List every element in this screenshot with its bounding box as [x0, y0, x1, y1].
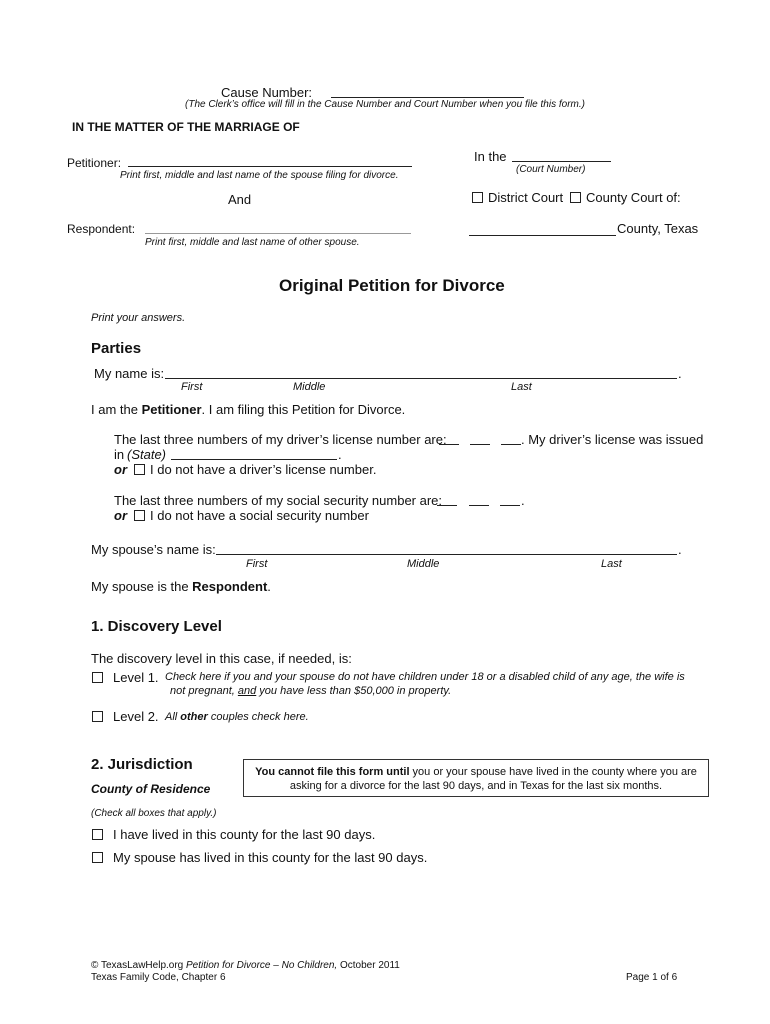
county-name-field[interactable]	[469, 235, 616, 236]
district-court-checkbox[interactable]	[472, 192, 483, 203]
petitioner-label: Petitioner:	[67, 156, 122, 170]
spouse-lived-in-county-label: My spouse has lived in this county for the last 90 days.	[113, 850, 428, 865]
jurisdiction-heading: 2. Jurisdiction	[91, 756, 193, 773]
in-the-label: In the	[474, 149, 507, 164]
my-last-hint: Last	[511, 381, 532, 393]
court-number-field[interactable]	[512, 161, 611, 162]
my-name-field[interactable]	[165, 378, 677, 379]
level1-description-b: not pregnant, and you have less than $50,000 in property.	[170, 685, 452, 697]
district-court-label: District Court	[488, 190, 564, 205]
spouse-first-hint: First	[246, 558, 268, 570]
spouse-last-hint: Last	[601, 558, 622, 570]
clerk-note: (The Clerk’s office will fill in the Cause Number and Court Number when you file this form.)	[185, 99, 585, 110]
level1-description-a: Check here if you and your spouse do not have children under 18 or a disabled child of any age, the wife is	[165, 671, 685, 683]
petitioner-name-field[interactable]	[128, 166, 412, 167]
ssn-digit-2[interactable]	[469, 505, 489, 506]
discovery-heading: 1. Discovery Level	[91, 618, 222, 635]
ssn-statement: The last three numbers of my social security number are:	[114, 493, 443, 508]
spouse-lived-in-county-checkbox[interactable]	[92, 852, 103, 863]
my-middle-hint: Middle	[293, 381, 326, 393]
spouse-name-field[interactable]	[216, 554, 677, 555]
page-title: Original Petition for Divorce	[279, 276, 505, 295]
no-ssn-label: I do not have a social security number	[150, 508, 369, 523]
level1-checkbox[interactable]	[92, 672, 103, 683]
no-license-label: I do not have a driver’s license number.	[150, 462, 377, 477]
license-digit-3[interactable]	[501, 444, 521, 445]
residency-notice-box: You cannot file this form until you or your spouse have lived in the county where you are asking for a divorce for the last 90 days, and in Texas for the last six months.	[243, 759, 709, 797]
or-label-ssn: or	[114, 508, 127, 523]
level2-checkbox[interactable]	[92, 711, 103, 722]
county-of-residence-subheading: County of Residence	[91, 782, 211, 796]
license-digit-1[interactable]	[439, 444, 459, 445]
discovery-intro: The discovery level in this case, if needed, is:	[91, 651, 352, 666]
cause-number-label: Cause Number:	[221, 85, 313, 100]
level1-label: Level 1.	[113, 670, 159, 685]
license-statement: The last three numbers of my driver’s license number are:	[114, 432, 447, 447]
no-license-checkbox[interactable]	[134, 464, 145, 475]
my-first-hint: First	[181, 381, 203, 393]
ssn-digit-3[interactable]	[500, 505, 520, 506]
respondent-label: Respondent:	[67, 222, 136, 236]
parties-heading: Parties	[91, 340, 142, 357]
or-label-license: or	[114, 462, 127, 477]
state-label: (State)	[127, 447, 167, 462]
court-number-hint: (Court Number)	[516, 164, 586, 175]
and-label: And	[228, 192, 252, 207]
spouse-name-label: My spouse’s name is:	[91, 542, 216, 557]
county-texas-label: County, Texas	[617, 221, 699, 236]
petitioner-statement: I am the Petitioner. I am filing this Petition for Divorce.	[91, 402, 406, 417]
footer-credit: © TexasLawHelp.org Petition for Divorce – No Children, October 2011	[91, 960, 400, 971]
respondent-statement: My spouse is the Respondent.	[91, 579, 271, 594]
county-court-checkbox[interactable]	[570, 192, 581, 203]
level2-label: Level 2.	[113, 709, 159, 724]
lived-in-county-checkbox[interactable]	[92, 829, 103, 840]
level2-description: All other couples check here.	[165, 711, 309, 723]
respondent-name-field[interactable]	[145, 233, 411, 234]
in-label: in	[114, 447, 125, 462]
no-ssn-checkbox[interactable]	[134, 510, 145, 521]
lived-in-county-label: I have lived in this county for the last 90 days.	[113, 827, 376, 842]
county-court-label: County Court of:	[586, 190, 681, 205]
check-all-note: (Check all boxes that apply.)	[91, 808, 217, 819]
print-answers-note: Print your answers.	[91, 312, 186, 324]
cause-number-field[interactable]	[331, 97, 524, 98]
footer-code: Texas Family Code, Chapter 6	[91, 972, 226, 983]
matter-title: IN THE MATTER OF THE MARRIAGE OF	[72, 120, 300, 134]
license-digit-2[interactable]	[470, 444, 490, 445]
state-field[interactable]	[171, 459, 337, 460]
respondent-hint: Print first, middle and last name of other spouse.	[145, 237, 360, 248]
my-name-label: My name is:	[94, 366, 165, 381]
petitioner-hint: Print first, middle and last name of the spouse filing for divorce.	[120, 170, 399, 181]
ssn-digit-1[interactable]	[437, 505, 457, 506]
spouse-middle-hint: Middle	[407, 558, 440, 570]
license-issued-text: . My driver’s license was issued	[521, 432, 704, 447]
page-number: Page 1 of 6	[626, 972, 678, 983]
